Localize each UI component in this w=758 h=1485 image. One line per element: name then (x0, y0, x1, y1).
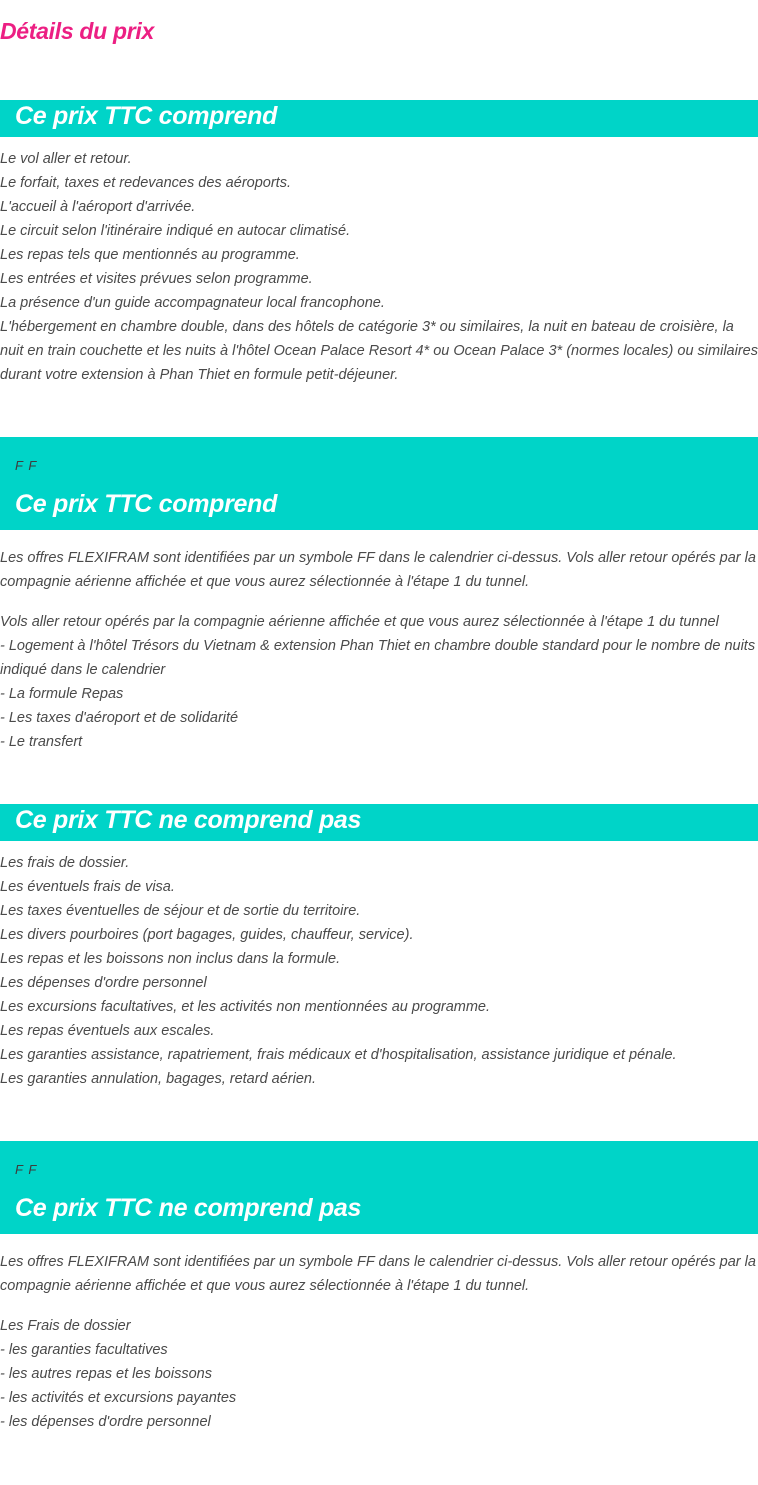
list-item: Les frais de dossier. (0, 855, 130, 871)
list-item: Les divers pourboires (port bagages, guides, chauffeur, service). (0, 927, 414, 943)
list-item: Les éventuels frais de visa. (0, 879, 175, 895)
ff-tag: F F (15, 1162, 38, 1177)
included-list (0, 147, 758, 387)
section-header-flexifram-not-included (0, 1141, 758, 1234)
section-title-not-included: Ce prix TTC ne comprend pas (15, 806, 362, 834)
list-item: - les autres repas et les boissons (0, 1366, 212, 1382)
list-item: Les entrées et visites prévues selon programme. (0, 271, 313, 287)
section-header-flexifram-included (0, 437, 758, 530)
list-item: - Les taxes d'aéroport et de solidarité (0, 710, 239, 726)
list-item: Les dépenses d'ordre personnel (0, 975, 207, 991)
list-item: - Logement à l'hôtel Trésors du Vietnam & extension Phan Thiet en chambre double standard pour le nombre de nuits indiqué dans le calendrier (0, 638, 756, 678)
list-item: - Le transfert (0, 734, 83, 750)
section-header-not-included (0, 804, 758, 841)
list-item: Les repas et les boissons non inclus dans la formule. (0, 951, 341, 967)
list-item: Les excursions facultatives, et les activités non mentionnées au programme. (0, 999, 491, 1015)
list-item: Le circuit selon l'itinéraire indiqué en autocar climatisé. (0, 223, 351, 239)
list-item: L'hébergement en chambre double, dans des hôtels de catégorie 3* ou similaires, la nuit en bateau de croisière, la nuit en train couchette et les nuits à l'hôtel Ocean Palace Resort 4* ou Ocean Palace 3* (normes locales) ou similaires durant votre extension à Phan Thiet en formule petit-déjeuner. (0, 319, 758, 383)
not-included-list (0, 851, 758, 1091)
section-title-included: Ce prix TTC comprend (15, 102, 278, 130)
list-item: Les repas tels que mentionnés au programme. (0, 247, 300, 263)
intro-text: Les offres FLEXIFRAM sont identifiées par un symbole FF dans le calendrier ci-dessus. Vols aller retour opérés par la compagnie aérienne affichée et que vous aurez sélectionnée à l'étape 1 du tunnel. (0, 1254, 756, 1294)
flexifram-included-list (0, 610, 758, 754)
list-item: L'accueil à l'aéroport d'arrivée. (0, 199, 196, 215)
list-item: Vols aller retour opérés par la compagnie aérienne affichée et que vous aurez sélectionnée à l'étape 1 du tunnel (0, 614, 719, 630)
ff-tag: F F (15, 458, 38, 473)
section-title-flexifram-included: Ce prix TTC comprend (15, 490, 278, 518)
list-item: Les Frais de dossier (0, 1318, 131, 1334)
list-item: Les repas éventuels aux escales. (0, 1023, 215, 1039)
list-item: Le forfait, taxes et redevances des aéroports. (0, 175, 291, 191)
list-item: Le vol aller et retour. (0, 151, 132, 167)
list-item: - La formule Repas (0, 686, 124, 702)
list-item: La présence d'un guide accompagnateur local francophone. (0, 295, 385, 311)
intro-text: Les offres FLEXIFRAM sont identifiées par un symbole FF dans le calendrier ci-dessus. Vols aller retour opérés par la compagnie aérienne affichée et que vous aurez sélectionnée à l'étape 1 du tunnel. (0, 550, 756, 590)
flexifram-not-included-intro (0, 1250, 758, 1298)
section-title-flexifram-not-included: Ce prix TTC ne comprend pas (15, 1194, 362, 1222)
list-item: - les activités et excursions payantes (0, 1390, 237, 1406)
section-header-included (0, 100, 758, 137)
flexifram-included-intro (0, 546, 758, 594)
list-item: Les taxes éventuelles de séjour et de sortie du territoire. (0, 903, 361, 919)
page-title: Détails du prix (0, 18, 154, 44)
list-item: - les dépenses d'ordre personnel (0, 1414, 211, 1430)
list-item: Les garanties assistance, rapatriement, frais médicaux et d'hospitalisation, assistance juridique et pénale. (0, 1047, 677, 1063)
list-item: - les garanties facultatives (0, 1342, 168, 1358)
flexifram-not-included-list (0, 1314, 758, 1434)
list-item: Les garanties annulation, bagages, retard aérien. (0, 1071, 316, 1087)
